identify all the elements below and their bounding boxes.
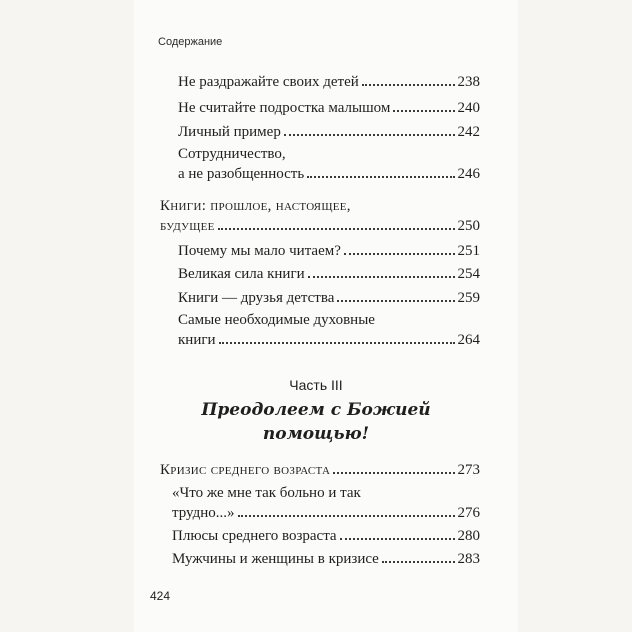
toc-entry[interactable]: Не раздражайте своих детей 238	[178, 74, 480, 90]
page-number: 264	[457, 332, 480, 348]
toc-entry[interactable]: Сотрудничество, а не разобщенность 246	[178, 146, 480, 182]
toc-entry[interactable]: «Что же мне так больно и так трудно...» 276	[172, 485, 480, 521]
toc-entry[interactable]: Личный пример 242	[178, 124, 480, 140]
dot-leader	[284, 134, 455, 136]
dot-leader	[218, 228, 455, 230]
page-number: 283	[457, 551, 480, 567]
page-number: 238	[457, 74, 480, 90]
dot-leader	[344, 253, 455, 255]
dot-leader	[308, 276, 455, 278]
page-number-footer: 424	[150, 589, 171, 603]
page-number: 259	[457, 290, 480, 306]
page-number: 251	[457, 243, 480, 259]
page-number: 246	[457, 166, 480, 182]
dot-leader	[340, 538, 455, 540]
part-title[interactable]: Преодолеем с Божией помощью!	[201, 400, 431, 444]
part-label: Часть III	[289, 377, 343, 393]
dot-leader	[333, 472, 454, 474]
page-number: 280	[457, 528, 480, 544]
dot-leader	[307, 176, 454, 178]
page-number: 273	[457, 462, 480, 478]
running-head: Содержание	[158, 36, 223, 48]
toc-entry[interactable]: Мужчины и женщины в кризисе 283	[172, 551, 480, 567]
toc-entry[interactable]: Книги — друзья детства 259	[178, 290, 480, 306]
dot-leader	[219, 342, 455, 344]
toc-entry[interactable]: Не считайте подростка малышом 240	[178, 100, 480, 116]
page-number: 242	[457, 124, 480, 140]
dot-leader	[382, 561, 455, 563]
toc-section[interactable]: Книги: прошлое, настоящее, будущее 250	[160, 198, 480, 234]
page-number: 276	[457, 505, 480, 521]
page-number: 254	[457, 266, 480, 282]
dot-leader	[238, 515, 455, 517]
page-number: 250	[457, 218, 480, 234]
toc-section[interactable]: Кризис среднего возраста 273	[160, 462, 480, 478]
dot-leader	[337, 300, 454, 302]
toc-entry[interactable]: Великая сила книги 254	[178, 266, 480, 282]
toc-entry[interactable]: Плюсы среднего возраста 280	[172, 528, 480, 544]
dot-leader	[362, 84, 455, 86]
toc-entry[interactable]: Самые необходимые духовные книги 264	[178, 312, 480, 348]
toc-entry[interactable]: Почему мы мало читаем? 251	[178, 243, 480, 259]
page-number: 240	[457, 100, 480, 116]
dot-leader	[393, 110, 454, 112]
